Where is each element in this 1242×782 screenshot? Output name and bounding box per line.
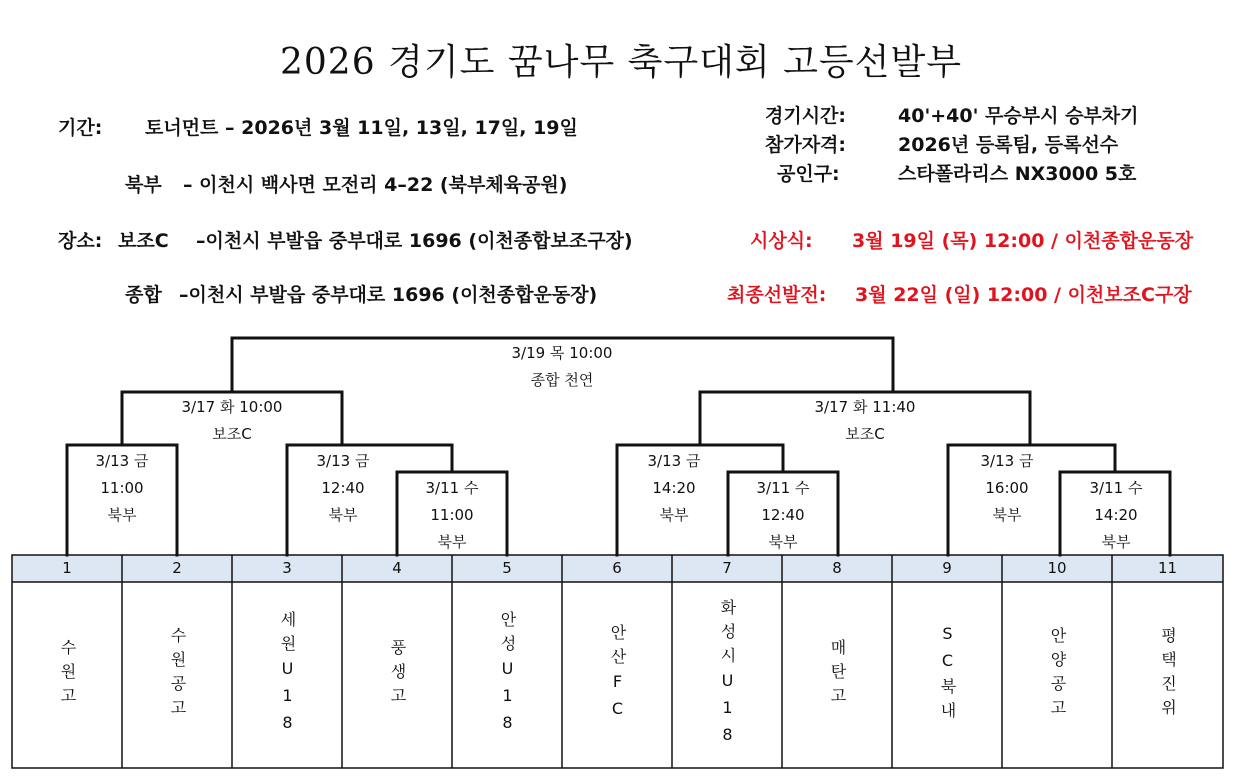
match-semi-right-label	[765, 394, 965, 448]
match-date: 3/13 금	[316, 452, 370, 470]
match-time: 12:40	[321, 479, 365, 497]
team-name: 화성시U18	[718, 598, 737, 752]
final-selection-value: 3월 22일 (일) 12:00 / 이천보조C구장	[855, 284, 1192, 306]
team-number: 7	[722, 559, 732, 577]
team-number: 4	[392, 559, 402, 577]
team-number: 1	[62, 559, 72, 577]
match-semi-left-label	[132, 394, 332, 448]
team-name: 세원U18	[278, 610, 297, 740]
team-name: 수원고	[58, 639, 77, 711]
team-name: 풍생고	[388, 639, 407, 711]
match-venue: 북부	[1101, 533, 1131, 551]
venue-sub-name: 보조C	[118, 230, 169, 252]
match-date: 3/13 금	[647, 452, 701, 470]
match-r1-2-label	[733, 475, 833, 556]
team-number: 9	[942, 559, 952, 577]
team-name: 수원공고	[168, 627, 187, 723]
venue-north-address: – 이천시 백사면 모전리 4–22 (북부체육공원)	[183, 174, 568, 196]
team-cell	[122, 583, 232, 767]
team-cell	[342, 583, 452, 767]
ceremony-value: 3월 19일 (목) 12:00 / 이천종합운동장	[852, 230, 1194, 252]
match-date: 3/11 수	[756, 479, 810, 497]
match-venue: 종합 천연	[530, 371, 594, 389]
match-venue: 북부	[107, 506, 137, 524]
match-time: 11:00	[100, 479, 144, 497]
match-r1-3-label	[1066, 475, 1166, 556]
team-name: 매탄고	[828, 639, 847, 711]
team-cell	[12, 583, 122, 767]
ball-label: 공인구:	[777, 163, 840, 185]
team-cell	[452, 583, 562, 767]
match-r1-1-label	[402, 475, 502, 556]
eligibility-label: 참가자격:	[765, 134, 847, 156]
team-cell	[672, 583, 782, 767]
period-value: 토너먼트 – 2026년 3월 11일, 13일, 17일, 19일	[145, 117, 578, 139]
match-time: 12:40	[761, 506, 805, 524]
match-date: 3/19 목 10:00	[511, 344, 613, 362]
venue-north-name: 북부	[125, 174, 162, 196]
team-name: 안양공고	[1048, 627, 1067, 723]
match-time: 14:20	[652, 479, 696, 497]
match-date: 3/17 화 10:00	[181, 398, 283, 416]
match-venue: 북부	[768, 533, 798, 551]
match-date: 3/13 금	[95, 452, 149, 470]
ball-value: 스타폴라리스 NX3000 5호	[898, 163, 1137, 185]
team-number: 5	[502, 559, 512, 577]
match-qf-3-label	[624, 448, 724, 529]
team-cell	[892, 583, 1002, 767]
page-title: 2026 경기도 꿈나무 축구대회 고등선발부	[279, 42, 963, 83]
match-qf-1-label	[72, 448, 172, 529]
team-number: 2	[172, 559, 182, 577]
team-name: SC북내	[938, 624, 957, 726]
team-cell	[562, 583, 672, 767]
match-time-label: 경기시간:	[765, 105, 847, 127]
eligibility-value: 2026년 등록팀, 등록선수	[898, 134, 1119, 156]
team-number: 6	[612, 559, 622, 577]
match-venue: 보조C	[845, 425, 885, 443]
team-number: 10	[1047, 559, 1067, 577]
team-cell	[1112, 583, 1223, 767]
team-number: 3	[282, 559, 292, 577]
match-venue: 보조C	[212, 425, 252, 443]
match-time-value: 40'+40' 무승부시 승부차기	[898, 105, 1139, 127]
team-name: 안산FC	[608, 624, 627, 726]
venue-main-address: –이천시 부발읍 중부대로 1696 (이천종합운동장)	[179, 284, 598, 306]
team-name: 안성U18	[498, 610, 517, 740]
match-venue: 북부	[659, 506, 689, 524]
match-time: 14:20	[1094, 506, 1138, 524]
team-cell	[782, 583, 892, 767]
ceremony-label: 시상식:	[750, 230, 813, 252]
match-qf-2-label	[293, 448, 393, 529]
match-venue: 북부	[328, 506, 358, 524]
match-qf-4-label	[957, 448, 1057, 529]
team-number: 8	[832, 559, 842, 577]
venue-sub-address: –이천시 부발읍 중부대로 1696 (이천종합보조구장)	[196, 230, 633, 252]
venue-main-name: 종합	[125, 284, 162, 306]
period-label: 기간:	[58, 117, 103, 139]
match-date: 3/17 화 11:40	[814, 398, 916, 416]
team-cell	[1002, 583, 1112, 767]
team-name: 평택진위	[1158, 627, 1178, 723]
match-venue: 북부	[437, 533, 467, 551]
match-final-label	[462, 340, 662, 394]
venue-label: 장소:	[58, 230, 103, 252]
match-time: 16:00	[985, 479, 1029, 497]
final-selection-label: 최종선발전:	[727, 284, 827, 306]
match-date: 3/11 수	[1089, 479, 1143, 497]
match-time: 11:00	[430, 506, 474, 524]
team-number: 11	[1157, 559, 1178, 577]
match-venue: 북부	[992, 506, 1022, 524]
team-cell	[232, 583, 342, 767]
match-date: 3/13 금	[980, 452, 1034, 470]
match-date: 3/11 수	[425, 479, 479, 497]
